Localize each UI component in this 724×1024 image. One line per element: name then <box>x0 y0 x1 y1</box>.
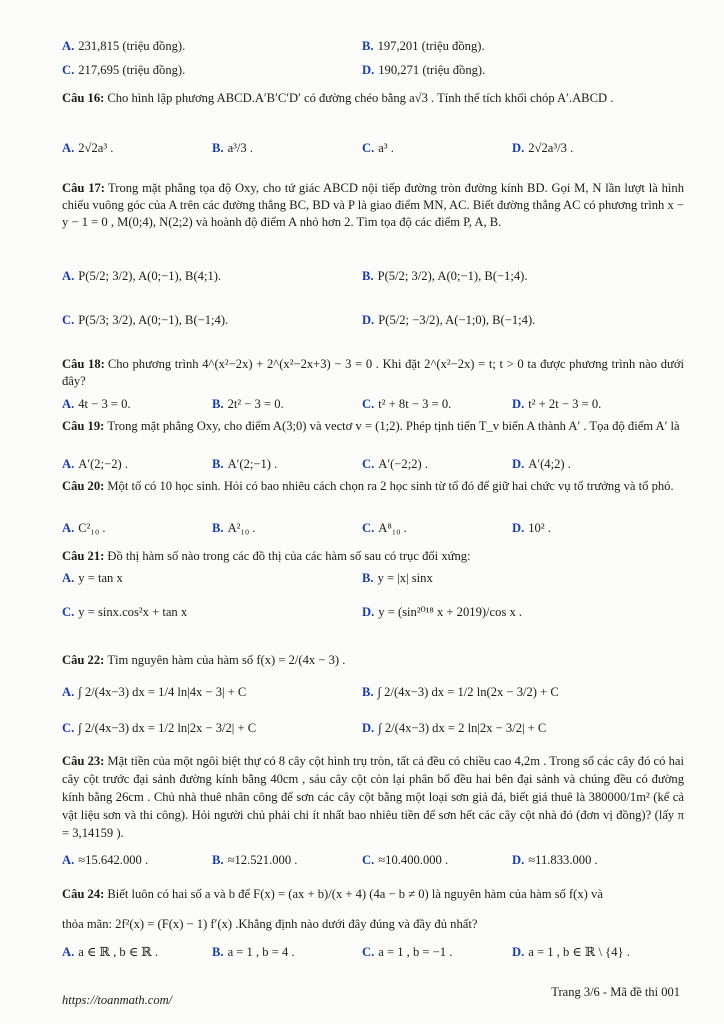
question-24-options: A. a ∈ ℝ , b ∈ ℝ . B. a = 1 , b = 4 . C. a = 1 , b = −1 . D. a = 1 , b ∈ ℝ \ {4} . <box>62 945 630 959</box>
question-16-options: A. 2√2a³ . B. a³/3 . C. a³ . D. 2√2a³/3 . <box>62 141 574 155</box>
q21-option-d: y = (sin²⁰¹⁸ x + 2019)/cos x . <box>378 605 523 619</box>
q22-option-a: ∫ 2/(4x−3) dx = 1/4 ln|4x − 3| + C <box>78 685 247 699</box>
question-19-text: Trong mặt phẳng Oxy, cho điểm A(3;0) và vectơ v = (1;2). Phép tịnh tiến T_v biến A thành A′ . Tọa độ điểm A′ là <box>107 419 680 433</box>
prev-option-b: 197,201 (triệu đồng). <box>377 39 485 53</box>
q20-option-d: 10² . <box>528 521 551 535</box>
prev-option-c: 217,695 (triệu đồng). <box>78 63 186 77</box>
prev-option-a: 231,815 (triệu đồng). <box>78 39 186 53</box>
question-23: Câu 23: Mặt tiền của một ngôi biệt thự có 8 cây cột hình trụ tròn, tất cả đều có chiều cao 4,2m . Trong số các cây đó có hai cây cột trước đại sảnh đường kính bằng 40cm , sáu cây cột còn lại phân bố đều hai bên đại sảnh và chúng đều có đường kính bằng 26cm . Chủ nhà thuê nhân công để sơn các cây cột bằng một loại sơn giả đá, biết giá thuê là 380000/1m² (kể cả vật liệu sơn và thi công). Hỏi người chủ phải chi ít nhất bao nhiêu tiền để sơn hết các cây cột nhà đó (đơn vị đồng)? (lấy π = 3,14159 ). <box>62 754 684 840</box>
q18-option-d: t² + 2t − 3 = 0. <box>528 397 602 411</box>
q16-option-c: a³ . <box>378 141 394 155</box>
question-19-options: A. A′(2;−2) . B. A′(2;−1) . C. A′(−2;2) . D. A′(4;2) . <box>62 457 571 471</box>
question-19: Câu 19: Trong mặt phẳng Oxy, cho điểm A(3;0) và vectơ v = (1;2). Phép tịnh tiến T_v biến A thành A′ . Tọa độ điểm A′ là <box>62 419 680 433</box>
question-24-line-2 <box>62 916 684 933</box>
q22-option-c: ∫ 2/(4x−3) dx = 1/2 ln|2x − 3/2| + C <box>78 721 257 735</box>
q18-option-b: 2t² − 3 = 0. <box>227 397 284 411</box>
question-21: Câu 21: Đồ thị hàm số nào trong các đồ thị của các hàm số sau có trục đối xứng: <box>62 549 471 563</box>
question-20-options: A. C²₁₀ . B. A²₁₀ . C. A⁸₁₀ . D. 10² . <box>62 521 551 535</box>
q19-option-d: A′(4;2) . <box>528 457 571 471</box>
question-16: Câu 16: Cho hình lập phương ABCD.A′B′C′D′ có đường chéo bằng a√3 . Tính thể tích khối chóp A′.ABCD . <box>62 91 614 105</box>
question-20-text: Một tổ có 10 học sinh. Hỏi có bao nhiêu cách chọn ra 2 học sinh từ tổ đó để giữ hai chức vụ tổ trưởng và tổ phó. <box>107 479 674 493</box>
question-17-options-1: A. P(5/2; 3/2), A(0;−1), B(4;1). B. P(5/2; 3/2), A(0;−1), B(−1;4). <box>62 269 528 283</box>
footer-website-link[interactable]: https://toanmath.com/ <box>62 993 173 1007</box>
q23-option-a: ≈15.642.000 . <box>78 853 149 867</box>
q24-option-d: a = 1 , b ∈ ℝ \ {4} . <box>528 945 630 959</box>
question-18: Câu 18: Cho phương trình 4^(x²−2x) + 2^(x²−2x+3) − 3 = 0 . Khi đặt 2^(x²−2x) = t; t > 0 ta được phương trình nào dưới đây? <box>62 357 684 388</box>
q17-option-a: P(5/2; 3/2), A(0;−1), B(4;1). <box>78 269 222 283</box>
q16-option-b: a³/3 . <box>227 141 254 155</box>
q16-option-d: 2√2a³/3 . <box>528 141 574 155</box>
question-22-options-1: A. ∫ 2/(4x−3) dx = 1/4 ln|4x − 3| + C B. ∫ 2/(4x−3) dx = 1/2 ln(2x − 3/2) + C <box>62 685 559 699</box>
question-22-text: Tìm nguyên hàm của hàm số f(x) = 2/(4x − 3) . <box>107 653 346 667</box>
question-21-text: Đồ thị hàm số nào trong các đồ thị của các hàm số sau có trục đối xứng: <box>107 549 471 563</box>
q17-option-d: P(5/2; −3/2), A(−1;0), B(−1;4). <box>378 313 536 327</box>
q20-option-b: A²₁₀ . <box>227 521 256 535</box>
prev-options-row-2: C. 217,695 (triệu đồng). D. 190,271 (triệu đồng). <box>62 63 486 77</box>
question-18-options: A. 4t − 3 = 0. B. 2t² − 3 = 0. C. t² + 8t − 3 = 0. D. t² + 2t − 3 = 0. <box>62 397 602 411</box>
question-17-options-2: C. P(5/3; 3/2), A(0;−1), B(−1;4). D. P(5/2; −3/2), A(−1;0), B(−1;4). <box>62 313 536 327</box>
question-22-options-2: C. ∫ 2/(4x−3) dx = 1/2 ln|2x − 3/2| + C D. ∫ 2/(4x−3) dx = 2 ln|2x − 3/2| + C <box>62 721 547 735</box>
q18-option-c: t² + 8t − 3 = 0. <box>378 397 452 411</box>
q16-option-a: 2√2a³ . <box>78 141 114 155</box>
question-23-text: Mặt tiền của một ngôi biệt thự có 8 cây cột hình trụ tròn, tất cả đều có chiều cao 4,2m . Trong số các cây đó có hai cây cột trước đại sảnh đường kính bằng 40cm , sáu cây cột còn lại phân bố đều hai bên đại sảnh và chúng đều có đường kính bằng 26cm . Chủ nhà thuê nhân công để sơn các cây cột bằng một loại sơn giả đá, biết giá thuê là 380000/1m² (kể cả vật liệu sơn và thi công). Hỏi người chủ phải chi ít nhất bao nhiêu tiền để sơn hết các cây cột nhà đó (đơn vị đồng)? (lấy π = 3,14159 ). <box>62 754 684 840</box>
q19-option-b: A′(2;−1) . <box>227 457 278 471</box>
prev-options-row-1: A. 231,815 (triệu đồng). B. 197,201 (triệu đồng). <box>62 39 485 53</box>
q20-option-a: C²₁₀ . <box>78 521 106 535</box>
q21-option-b: y = |x| sinx <box>377 571 433 585</box>
q22-option-d: ∫ 2/(4x−3) dx = 2 ln|2x − 3/2| + C <box>378 721 547 735</box>
question-18-text: Cho phương trình 4^(x²−2x) + 2^(x²−2x+3) − 3 = 0 . Khi đặt 2^(x²−2x) = t; t > 0 ta được phương trình nào dưới đây? <box>62 357 684 388</box>
footer-page-number: Trang 3/6 - Mã đề thi 001 <box>551 985 680 999</box>
q22-option-b: ∫ 2/(4x−3) dx = 1/2 ln(2x − 3/2) + C <box>377 685 559 699</box>
question-20: Câu 20: Một tổ có 10 học sinh. Hỏi có bao nhiêu cách chọn ra 2 học sinh từ tổ đó để giữ hai chức vụ tổ trưởng và tổ phó. <box>62 479 674 493</box>
q17-option-b: P(5/2; 3/2), A(0;−1), B(−1;4). <box>377 269 528 283</box>
q24-option-b: a = 1 , b = 4 . <box>227 945 295 959</box>
question-16-text: Cho hình lập phương ABCD.A′B′C′D′ có đường chéo bằng a√3 . Tính thể tích khối chóp A′.ABCD . <box>107 91 614 105</box>
question-23-options: A. ≈15.642.000 . B. ≈12.521.000 . C. ≈10.400.000 . D. ≈11.833.000 . <box>62 853 598 867</box>
q21-option-a: y = tan x <box>78 571 123 585</box>
q24-option-a: a ∈ ℝ , b ∈ ℝ . <box>78 945 159 959</box>
q23-option-c: ≈10.400.000 . <box>378 853 449 867</box>
q23-option-d: ≈11.833.000 . <box>528 853 598 867</box>
q20-option-c: A⁸₁₀ . <box>378 521 407 535</box>
q18-option-a: 4t − 3 = 0. <box>78 397 131 411</box>
question-21-options-1: A. y = tan x B. y = |x| sinx <box>62 571 433 585</box>
q19-option-c: A′(−2;2) . <box>378 457 428 471</box>
question-24: Câu 24: Biết luôn có hai số a và b để F(x) = (ax + b)/(x + 4) (4a − b ≠ 0) là nguyên hàm của hàm số f(x) và <box>62 887 603 901</box>
q21-option-c: y = sinx.cos²x + tan x <box>78 605 188 619</box>
question-17: Câu 17: Trong mặt phẳng tọa độ Oxy, cho tứ giác ABCD nội tiếp đường tròn đường kính BD. Gọi M, N lần lượt là hình chiếu vuông góc của A trên các đường thẳng BC, BD và P là giao điểm MN, AC. Biết đường thẳng AC có phương trình x − y − 1 = 0 , M(0;4), N(2;2) và hoành độ điểm A nhỏ hơn 2. Tìm tọa độ các điểm P, A, B. <box>62 181 684 229</box>
question-24-text-1: Biết luôn có hai số a và b để F(x) = (ax + b)/(x + 4) (4a − b ≠ 0) là nguyên hàm của hàm số f(x) và <box>107 887 603 901</box>
question-21-options-2: C. y = sinx.cos²x + tan x D. y = (sin²⁰¹⁸ x + 2019)/cos x . <box>62 605 523 619</box>
q17-option-c: P(5/3; 3/2), A(0;−1), B(−1;4). <box>78 313 229 327</box>
q23-option-b: ≈12.521.000 . <box>227 853 298 867</box>
question-24-text-2: thỏa mãn: 2f²(x) = (F(x) − 1) f′(x) .Khẳng định nào dưới đây đúng và đầy đủ nhất? <box>62 917 478 931</box>
prev-option-d: 190,271 (triệu đồng). <box>378 63 486 77</box>
question-17-text: Trong mặt phẳng tọa độ Oxy, cho tứ giác ABCD nội tiếp đường tròn đường kính BD. Gọi M, N lần lượt là hình chiếu vuông góc của A trên các đường thẳng BC, BD và P là giao điểm MN, AC. Biết đường thẳng AC có phương trình x − y − 1 = 0 , M(0;4), N(2;2) và hoành độ điểm A nhỏ hơn 2. Tìm tọa độ các điểm P, A, B. <box>62 181 684 229</box>
question-22: Câu 22: Tìm nguyên hàm của hàm số f(x) = 2/(4x − 3) . <box>62 653 346 667</box>
q24-option-c: a = 1 , b = −1 . <box>378 945 453 959</box>
q19-option-a: A′(2;−2) . <box>78 457 128 471</box>
